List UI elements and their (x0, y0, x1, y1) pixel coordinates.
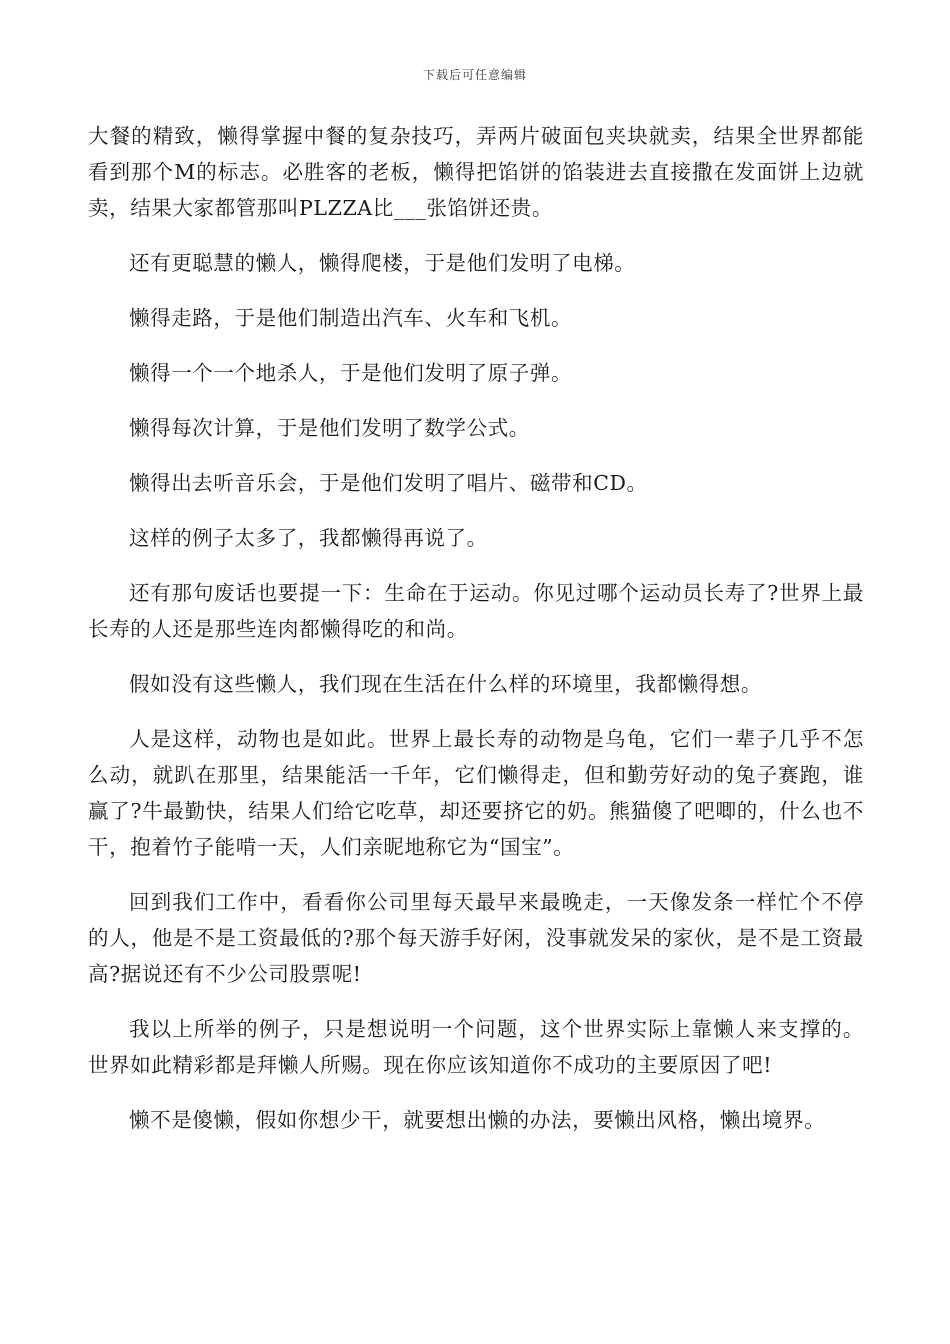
paragraph: 人是这样，动物也是如此。世界上最长寿的动物是乌龟，它们一辈子几乎不怎么动，就趴在那里，结果能活一千年，它们懒得走，但和勤劳好动的兔子赛跑，谁赢了?牛最勤快，结果人们给它吃草，却还要挤它的奶。熊猫傻了吧唧的，什么也不干，抱着竹子能啃一天，人们亲昵地称它为“国宝”。 (88, 727, 864, 859)
paragraph: 假如没有这些懒人，我们现在生活在什么样的环境里，我都懒得想。 (129, 672, 762, 696)
paragraph: 懒不是傻懒，假如你想少干，就要想出懒的办法，要懒出风格，懒出境界。 (129, 1108, 826, 1132)
paragraph: 大餐的精致，懒得掌握中餐的复杂技巧，弄两片破面包夹块就卖，结果全世界都能看到那个M的标志。必胜客的老板，懒得把馅饼的馅装进去直接撒在发面饼上边就卖，结果大家都管那叫PLZZA比___张馅饼还贵。 (88, 124, 864, 220)
document-body (88, 118, 864, 1157)
paragraph: 懒得每次计算，于是他们发明了数学公式。 (129, 416, 530, 440)
paragraph: 还有更聪慧的懒人，懒得爬楼，于是他们发明了电梯。 (129, 251, 636, 275)
paragraph: 这样的例子太多了，我都懒得再说了。 (129, 526, 488, 550)
paragraph: 回到我们工作中，看看你公司里每天最早来最晚走，一天像发条一样忙个不停的人，他是不是工资最低的?那个每天游手好闲，没事就发呆的家伙，是不是工资最高?据说还有不少公司股票呢! (88, 890, 864, 986)
paragraph: 懒得出去听音乐会，于是他们发明了唱片、磁带和CD。 (129, 471, 648, 495)
paragraph: 懒得一个一个地杀人，于是他们发明了原子弹。 (129, 361, 573, 385)
paragraph: 还有那句废话也要提一下：生命在于运动。你见过哪个运动员长寿了?世界上最长寿的人还是那些连肉都懒得吃的和尚。 (88, 581, 864, 641)
page-header: 下载后可任意编辑 (422, 68, 527, 82)
paragraph: 懒得走路，于是他们制造出汽车、火车和飞机。 (129, 306, 573, 330)
paragraph: 我以上所举的例子，只是想说明一个问题，这个世界实际上靠懒人来支撑的。世界如此精彩都是拜懒人所赐。现在你应该知道你不成功的主要原因了吧! (88, 1017, 864, 1077)
